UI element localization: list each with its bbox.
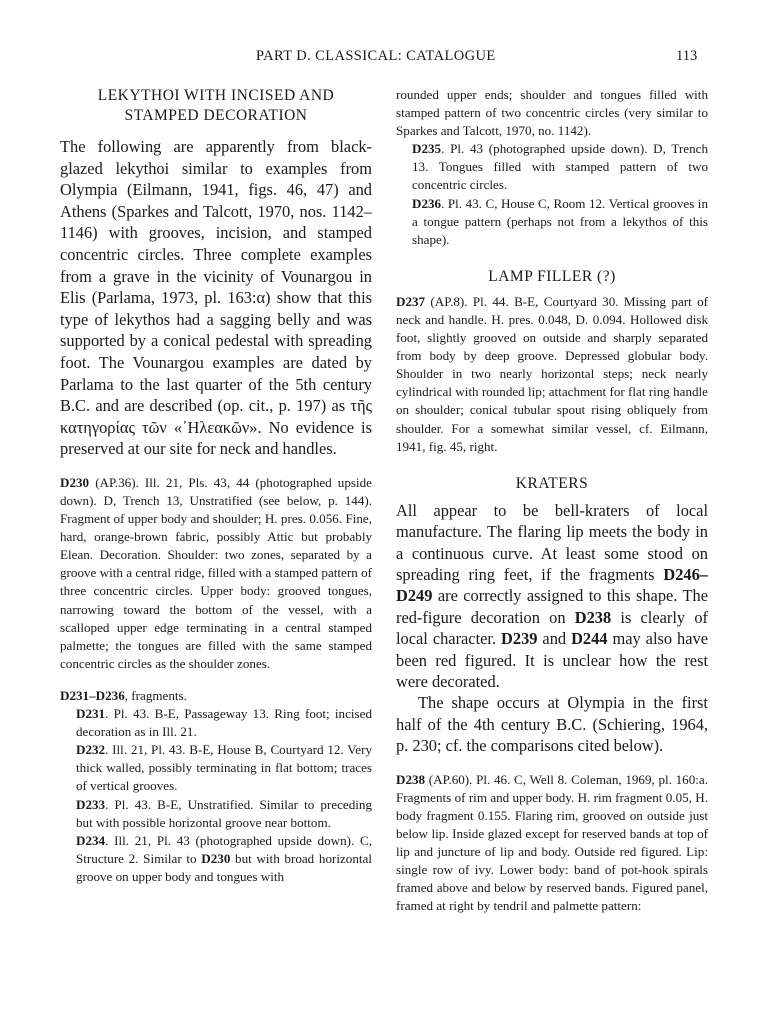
entry-id-d231: D231 <box>76 706 106 722</box>
running-title: PART D. CLASSICAL: CATALOGUE <box>256 48 496 64</box>
section-heading-kraters: KRATERS <box>515 474 589 492</box>
entry-ref-d230: D230 <box>201 850 231 866</box>
entry-d231 <box>60 705 372 741</box>
entry-d238 <box>396 771 708 916</box>
kraters-second-paragraph: The shape occurs at Olympia in the first half of the 4th century B.C. (Schiering, 1964, p. 230; cf. the comparisons cited below). <box>396 693 708 756</box>
entry-id-d233: D233 <box>76 796 106 812</box>
entry-d232 <box>60 741 372 795</box>
kraters-text-g: and <box>537 629 572 649</box>
entry-group-d231-d236 <box>60 687 372 705</box>
entry-d233 <box>60 796 372 832</box>
kraters-text-i: may also have been red figured. It is unclear how the rest were decorated. <box>396 629 708 691</box>
entry-d235 <box>396 140 708 194</box>
entry-d234 <box>60 832 372 886</box>
entry-text-d235: . Pl. 43 (photographed upside down). D, Trench 13. Tongues filled with stamped pattern of two concentric circles. <box>412 141 708 193</box>
kraters-ref-d239: D239 <box>501 629 538 649</box>
entry-d236 <box>396 195 708 249</box>
entry-id-d234: D234 <box>76 832 106 848</box>
entry-text-d236: . Pl. 43. C, House C, Room 12. Vertical grooves in a tongue pattern (perhaps not from a lekythos of this shape). <box>412 195 708 247</box>
entry-id-group: D231–D236 <box>60 687 125 703</box>
entry-d234-continued: rounded upper ends; shoulder and tongues filled with stamped pattern of two concentric circles (very similar to Sparkes and Talcott, 1970, no. 1142). <box>396 87 708 139</box>
entry-id-d237: D237 <box>396 293 426 309</box>
lekythoi-intro-paragraph: The following are apparently from black-glazed lekythoi similar to examples from Olympia (Eilmann, 1941, figs. 46, 47) and Athens (Sparkes and Talcott, 1970, nos. 1142–1146) with grooves, incision, and stamped concentric circles. Three complete examples from a grave in the vicinity of Vounargou in Elis (Parlama, 1973, pl. 163:α) show that this type of lekythos had a sagging belly and was supported by a conical pedestal with spreading foot. The Vounargou examples are dated by Parlama to the last quarter of the 5th century B.C. and are described (op. cit., p. 197) as τῆς κατηγορίας τῶν «᾿Ηλεακῶν». No evidence is preserved at our site for neck and handles. <box>60 137 372 459</box>
entry-id-d232: D232 <box>76 742 106 758</box>
entry-id-d235: D235 <box>412 141 442 157</box>
kraters-ref-d244: D244 <box>571 629 608 649</box>
entry-id-d230: D230 <box>60 474 90 490</box>
entry-text-d234-b: but with broad horizontal groove on upper body and tongues with <box>76 850 372 884</box>
entry-text-d230: (AP.36). Ill. 21, Pls. 43, 44 (photographed upside down). D, Trench 13, Unstratified (see below, p. 144). Fragment of upper body and shoulder; H. pres. 0.056. Fine, hard, orange-brown fabric, possibly Attic but probably Elean. Decoration. Shoulder: two zones, separated by a groove with a central ridge, filled with a stamped pattern of three concentric circles. Upper body: grooved tongues, narrowing toward the bottom of the vessel, with a scalloped upper edge terminating in a central stamped palmette; the tongues are filled with the same stamped concentric circles as the shoulder zones. <box>60 474 372 671</box>
entry-text-d234-a: . Ill. 21, Pl. 43 (photographed upside down). C, Structure 2. Similar to <box>76 832 372 866</box>
entry-text-d232: . Ill. 21, Pl. 43. B-E, House B, Courtyard 12. Very thick walled, possibly terminating in flat bottom; traces of vertical grooves. <box>76 742 372 794</box>
heading-line-1: LEKYTHOI WITH INCISED AND <box>97 87 335 104</box>
entry-id-d236: D236 <box>412 195 442 211</box>
entry-text-d231: . Pl. 43. B-E, Passageway 13. Ring foot; incised decoration as in Ill. 21. <box>76 706 372 740</box>
kraters-ref-d246-d249: D246–D249 <box>396 564 708 606</box>
kraters-intro-paragraph <box>396 500 708 693</box>
entry-id-d238: D238 <box>396 771 426 787</box>
entry-d237 <box>396 293 708 456</box>
kraters-ref-d238: D238 <box>574 607 612 627</box>
running-head <box>0 48 762 68</box>
kraters-text-a: All appear to be bell-kraters of local manufacture. The flaring lip meets the body in a continuous curve. At least some stood on spreading ring feet, if the fragments <box>396 500 708 584</box>
heading-line-2: STAMPED DECORATION <box>124 107 308 124</box>
kraters-text-e: is clearly of local character. <box>396 607 708 649</box>
section-heading-lamp-filler: LAMP FILLER (?) <box>488 267 616 285</box>
entry-text-d233: . Pl. 43. B-E, Unstratified. Similar to preceding but with possible horizontal groove near bottom. <box>76 796 372 830</box>
entry-d230 <box>60 474 372 673</box>
entry-text-group: , fragments. <box>124 687 187 703</box>
section-heading-lekythoi <box>60 86 372 126</box>
kraters-text-c: are correctly assigned to this shape. The red-figure decoration on <box>396 586 708 627</box>
page-number: 113 <box>676 48 698 64</box>
right-column <box>396 86 708 915</box>
entry-text-d237: (AP.8). Pl. 44. B-E, Courtyard 30. Missing part of neck and handle. H. pres. 0.048, D. 0.094. Hollowed disk foot, slightly grooved on outside and sharply separated from body by deep groove. Depressed globular body. Shoulder in two nearly horizontal steps; neck nearly cylindrical with rounded lip; attachment for flat ring handle on shoulder; conical tubular spout rising obliquely from shoulder. For a somewhat similar vessel, cf. Eilmann, 1941, fig. 45, right. <box>396 293 708 454</box>
left-column <box>60 86 372 886</box>
entry-text-d238: (AP.60). Pl. 46. C, Well 8. Coleman, 1969, pl. 160:a. Fragments of rim and upper body. H. rim fragment 0.05, H. body fragment 0.155. Flaring rim, grooved on outside just below lip. Inside glazed except for reserved bands at top of lip and juncture of lip and body. Outside red figured. Lip: single row of ivy. Lower body: band of pot-hook spirals framed above and below by reserved bands. Figured panel, framed at right by tendril and palmette pattern: <box>396 771 708 914</box>
